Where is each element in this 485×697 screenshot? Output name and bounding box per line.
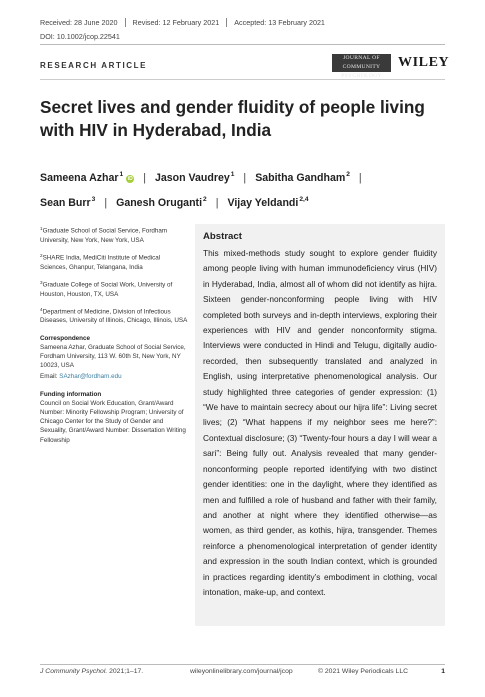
publication-dates	[40, 18, 339, 27]
page-number: 1	[441, 668, 445, 675]
affiliation: $^2$SHARE India, MediCiti Institute of Medical Sciences, Ghanpur, Telangana, India	[40, 252, 161, 271]
affiliation: $^1$Graduate School of Social Service, Fordham University, New York, New York, USA	[40, 226, 168, 244]
email-link[interactable]: SAzhar@fordham.edu	[59, 373, 122, 381]
author-name[interactable]: Jason Vaudrey$^1$	[154, 171, 235, 184]
author-list	[40, 164, 450, 214]
footer-divider	[40, 664, 445, 665]
funding-text: Council on Social Work Education, Grant/Award Number: Minority Fellowship Program; University of Chicago Center for the Study of Gender and Sexuality, Grant/Award Number: Dissertation Writing Fellowship	[40, 399, 186, 444]
author-separator: |	[358, 172, 362, 184]
top-divider	[40, 44, 445, 45]
author-separator: |	[143, 172, 146, 184]
author-name[interactable]: Sean Burr$^3$	[40, 196, 96, 209]
publisher-logo: WILEY	[398, 55, 450, 70]
author-name[interactable]: Vijay Yeldandi$^{2,4}$	[227, 196, 309, 209]
article-type: RESEARCH ARTICLE	[40, 61, 148, 70]
funding-heading: Funding information	[40, 390, 102, 398]
correspondence-heading: Correspondence	[40, 334, 91, 342]
author-separator: |	[243, 172, 247, 184]
abstract-text: This mixed-methods study sought to explore gender fluidity among people living with human immunodeficiency virus (HIV) in Hyderabad, India, almost all of whom did not identify as hijra. Sixteen gender-nonconforming people living with HIV completed both surveys and in-depth interviews, exploring their experiences with HIV and gender nonconformity stigma. Interviews were conducted in Hindi and Telugu, digitally audio-recorded, then subsequently translated and analyzed in English, using interpretative phenomenological analysis. Our study highlighted three categories of gender expression: (1) “We have to maintain secrecy about our hijra life”: Living secret lives; (2) “What happens if my neighbor sees me here?”: Contextual disclosure; (3) “Twenty-four hours a day I will wear a sari”: Being fully out. Analysis revealed that many gender-nonconforming people reported identifying with two distinct gender identities: one in the daylight, where they identified as men and fulfilled a role of husband and father with their family, and another at night where they identified otherwise—as women, as third gender, as kothis, hijra, transgender. Themes reinforce a phenomenological interpretation of gender identity and expression in the south Indian context, which is grounded in practices regarding identity’s embodiment in clothing, vocal intonation, make-up, and context.	[203, 248, 437, 597]
affiliation: $^3$Graduate College of Social Work, University of Houston, Houston, TX, USA	[40, 279, 173, 298]
affiliation: $^4$Department of Medicine, Division of Infectious Diseases, University of Illinois, Chicago, Illinois, USA	[40, 306, 188, 325]
journal-logo-line2: COMMUNITY PSYCHOLOGY	[341, 64, 382, 79]
author-name[interactable]: Sameena Azhar$^1$iD	[40, 171, 133, 184]
journal-logo-line1: JOURNAL OF	[343, 55, 380, 61]
accepted-date: Accepted: 13 February 2021	[234, 18, 325, 27]
footer-journal: J Community Psychol. 2021;1–17.	[40, 668, 144, 675]
correspondence-email: Email: SAzhar@fordham.edu	[40, 373, 122, 381]
orcid-icon[interactable]: iD	[127, 176, 133, 182]
article-info-sidebar	[40, 224, 188, 447]
abstract-heading: Abstract	[203, 231, 242, 242]
article-title: Secret lives and gender fluidity of people living with HIV in Hyderabad, India	[40, 97, 425, 140]
footer-url[interactable]: wileyonlinelibrary.com/journal/jcop	[190, 668, 293, 675]
header-divider	[40, 79, 445, 80]
abstract-box	[195, 224, 445, 626]
author-name[interactable]: Sabitha Gandham$^2$	[255, 171, 350, 184]
doi[interactable]: DOI: 10.1002/jcop.22541	[40, 32, 120, 41]
journal-logo	[332, 54, 391, 79]
correspondence-text: Sameena Azhar, Graduate School of Social Service, Fordham University, 113 W. 60th St, New York, NY 10023, USA	[40, 343, 186, 370]
author-name[interactable]: Ganesh Oruganti$^2$	[116, 196, 207, 209]
footer-copyright: © 2021 Wiley Periodicals LLC	[318, 668, 409, 675]
author-separator: |	[104, 197, 108, 209]
revised-date: Revised: 12 February 2021	[133, 18, 228, 27]
received-date: Received: 28 June 2020	[40, 18, 126, 27]
author-separator: |	[215, 197, 219, 209]
